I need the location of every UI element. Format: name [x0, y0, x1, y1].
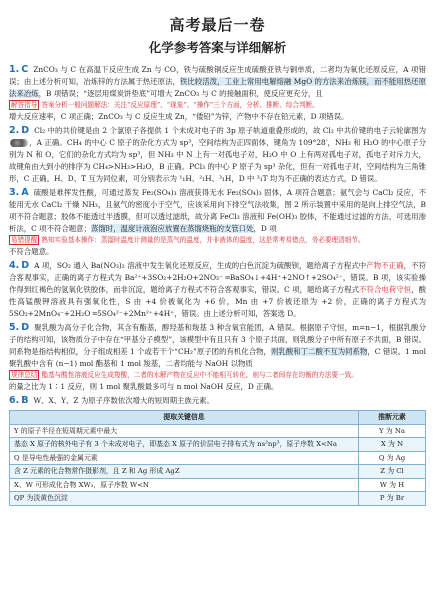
table-cell: QP 为淡黄色沉淀: [10, 492, 359, 506]
question-5: [9, 322, 426, 393]
table-cell: X 为 N: [359, 438, 426, 452]
explanation-text: 增大反应速率，C 项正确；ZnCO₃ 与 C 反应生成 Zn，“倭铅”为锌，产物中不存在铅元素，D 项错误。: [9, 112, 349, 121]
answer-letter: D: [21, 260, 30, 271]
explanation-text: 不符合题意。: [9, 247, 54, 256]
table-header: 提取关键信息: [10, 411, 359, 425]
table-cell: W 为 H: [359, 478, 426, 492]
explanation-text: ，D 项: [253, 224, 277, 233]
explanation-text: 硫酸是难挥发性酸，可通过蒸发 Fe₂(SO₄)₃ 溶液获得无水 Fe₂(SO₄)₃ 固体，A 项符合题意；氨气会与 CaCl₂ 反应，不能用无水 CaCl₂ 干燥 NH₃，且氨气的密度小于空气，应该采用向下排空气法收集，图 2 所示装置中采用的是向上排空气法，B 项不符合题意；胶体不能透过半透膜，但可以透过滤纸，故分离 FeCl₃ 溶液和 Fe(OH)₃ 胶体，不能通过过滤的方法，可选用渗析法，C 项不符合题意；: [9, 188, 426, 233]
question-2: [9, 125, 426, 185]
tip-text: 答案分析一般问题解法：关注“反应原理”、“现象”、“操作”三个方面，分析、推断、综合判断。: [41, 101, 319, 109]
explanation-text: ，不符合客观事实，正确的离子方程式为 Ba²⁺+3SO₂+2H₂O+2NO₃⁻ ═BaSO₄↓+4H⁺+2NO↑+2SO₄²⁻，错误。B 项，该实验操作得到红褐色的氢氧化铁胶体，而非沉淀，题给离子方程式不符合客观事实，错误。C 项，题给离子方程式: [9, 261, 426, 294]
tip-label: 解答指导: [11, 101, 38, 109]
question-number: 4.: [9, 260, 20, 271]
explanation-text: ，酸性高锰酸钾溶液具有强氧化性，S 由 +4 价被氧化为 +6 价，Mn 由 +7 价被还原为 +2 价，正确的离子方程式为 5SO₂+2MnO₄⁻+2H₂O ═5SO₄²⁻+2Mn²⁺+4H⁺，错误。由上述分析可知，答案选 D。: [9, 285, 426, 318]
tip-text: 酯基与酸性溶液反应生成羧酸，二者的水解产物在反应中不能相互转化，则与二者间存在均衡的方法要一致。: [41, 371, 358, 379]
page-subtitle: 化学参考答案与详细解析: [148, 40, 287, 55]
page-title: 高考最后一卷: [169, 16, 266, 34]
table-cell: Q 为 Ag: [359, 451, 426, 465]
table-header: 推断元素: [359, 411, 426, 425]
table-cell: Z 为 Cl: [359, 465, 426, 479]
table-row: [10, 492, 426, 506]
tip-box: [9, 235, 426, 246]
answer-letter: C: [21, 64, 29, 75]
question-6: [9, 395, 426, 407]
highlighted-text: 则乳酸和丁二酸不互为同系物: [270, 347, 368, 356]
question-4: [9, 260, 426, 320]
question-number: 6.: [9, 395, 20, 406]
table-cell: P 为 Br: [359, 492, 426, 506]
explanation-text: 聚乳酸为高分子化合物，其含有酯基，醇羟基和羧基 3 种含氧官能团，A 错误。根据原子守恒，m=n−1，根据乳酸分子的结构可知，该物质分子中存在“甲基分子模型”，该模型中有且只有 3 个原子共面，则乳酸分子中所有原子不共面，B 错误。同系物是指结构相似，分子组成相差 1 个或若干个“CH₂”原子团的有机化合物，: [9, 323, 426, 356]
explanation-text: A 项，SO₂ 通入 Ba(NO₃)₂ 溶液中发生氧化还原反应，生成的白色沉淀为硫酸钡，题给离子方程式中: [34, 261, 367, 270]
question-number: 2.: [9, 125, 20, 136]
question-number: 1.: [9, 64, 20, 75]
question-number: 3.: [9, 187, 20, 198]
table-cell: 含 Z 元素的化合物常作摄影剂，且 Z 和 Ag 形成 AgZ: [10, 465, 359, 479]
explanation-text: ZnCO₃ 与 C 在高温下反应生成 Zn 与 CO，铁与硫酸铜反应生成硫酸亚铁与铜单质，二者均为氧化还原反应，A 项错误；由上述分析可知，冶炼锌的方法属于热还原法，: [9, 65, 426, 86]
table-row: [10, 465, 426, 479]
table-cell: X、W 可形成化合物 XW₃，原子序数 W<N: [10, 478, 359, 492]
electron-cloud-icon: [10, 139, 28, 147]
answer-letter: D: [21, 125, 30, 136]
highlighted-text: 铁比较活泼，工业上常用电解熔融 MgO 的方法来冶炼镁，而不能用热还原法来冶炼: [9, 77, 426, 98]
explanation-text: W、X、Y、Z 为原子序数依次增大的短周期主族元素。: [33, 396, 214, 405]
answer-letter: B: [21, 395, 29, 406]
explanation-text: ，C 错误。1 mol 聚乳酸中含有 (n−1) mol 酯基和 1 mol 羧基，二者均能与 NaOH 以物质: [9, 347, 426, 368]
explanation-text: ，B 项错误；“逐层用煤炭饼垫底”可增大 ZnCO₃ 与 C 的接触面积，使反应更充分，且: [38, 89, 323, 98]
table-cell: Q 是导电性最强的金属元素: [10, 451, 359, 465]
explanation-text: Cl₂ 中的共价键是由 2 个氯原子各提供 1 个未成对电子的 3p 原子轨道重叠形成的，故 Cl₂ 中共价键的电子云轮廓图为: [34, 126, 426, 135]
table-cell: 基态 X 原子的核外电子有 3 个未成对电子，即基态 X 原子的价层电子排布式为 ns²np³，原子序数 X<Na: [10, 438, 359, 452]
question-1: [9, 64, 426, 123]
question-number: 5.: [9, 322, 20, 333]
table-row: [10, 438, 426, 452]
answer-letter: D: [21, 322, 30, 333]
highlighted-text: 蒸馏时，温度计液泡应放置在蒸馏烧瓶的支管口处: [90, 224, 254, 233]
tip-box: [9, 100, 426, 111]
explanation-text: ，A 正确。CH₄ 的中心 C 原子的杂化方式为 sp³，空间结构为正四面体，键角为 109°28′，NH₃ 和 H₂O 的中心原子分别为 N 和 O，它们的杂化方式均为 sp³，但 NH₃ 中 N 上有一对孤电子对，H₂O 中 O 上有两对孤电子对，孤电子对斥力大，故键角由大到小的排序为 CH₄>NH₃>H₂O，B 正确。PCl₃ 的中心 P 原子为 sp³ 杂化，但有一对孤电子对，空间结构为三角锥形，C 正确。H、D、T 互为同位素，可分别表示为 ¹₁H、²₁H、³₁H，D 中 ³₁T 均为不正确的表达方式，D 错误。: [9, 138, 426, 183]
tip-box: [9, 370, 426, 381]
red-emphasis: 不符合电荷守恒: [359, 285, 412, 294]
tip-text: 熟知实验基本操作：蒸馏时温度计测量的是蒸气的温度，并非液体的温度，这是常考易错点，务必要理清细节。: [41, 236, 365, 244]
tip-label: 规律总结: [11, 371, 38, 379]
table-cell: Y 为 Na: [359, 424, 426, 438]
table-row: [10, 451, 426, 465]
table-header-row: [10, 411, 426, 425]
table-row: [10, 424, 426, 438]
inference-table: [9, 410, 426, 506]
explanation-text: 的量之比为 1∶1 反应，则 1 mol 聚乳酸最多可与 n mol NaOH 反应，D 正确。: [9, 382, 279, 391]
table-cell: Y 的原子半径在短周期元素中最大: [10, 424, 359, 438]
tip-label: 易错提醒: [11, 236, 38, 244]
table-row: [10, 478, 426, 492]
red-emphasis: 产物不正确: [366, 261, 404, 270]
answer-letter: A: [21, 187, 29, 198]
question-3: [9, 187, 426, 258]
